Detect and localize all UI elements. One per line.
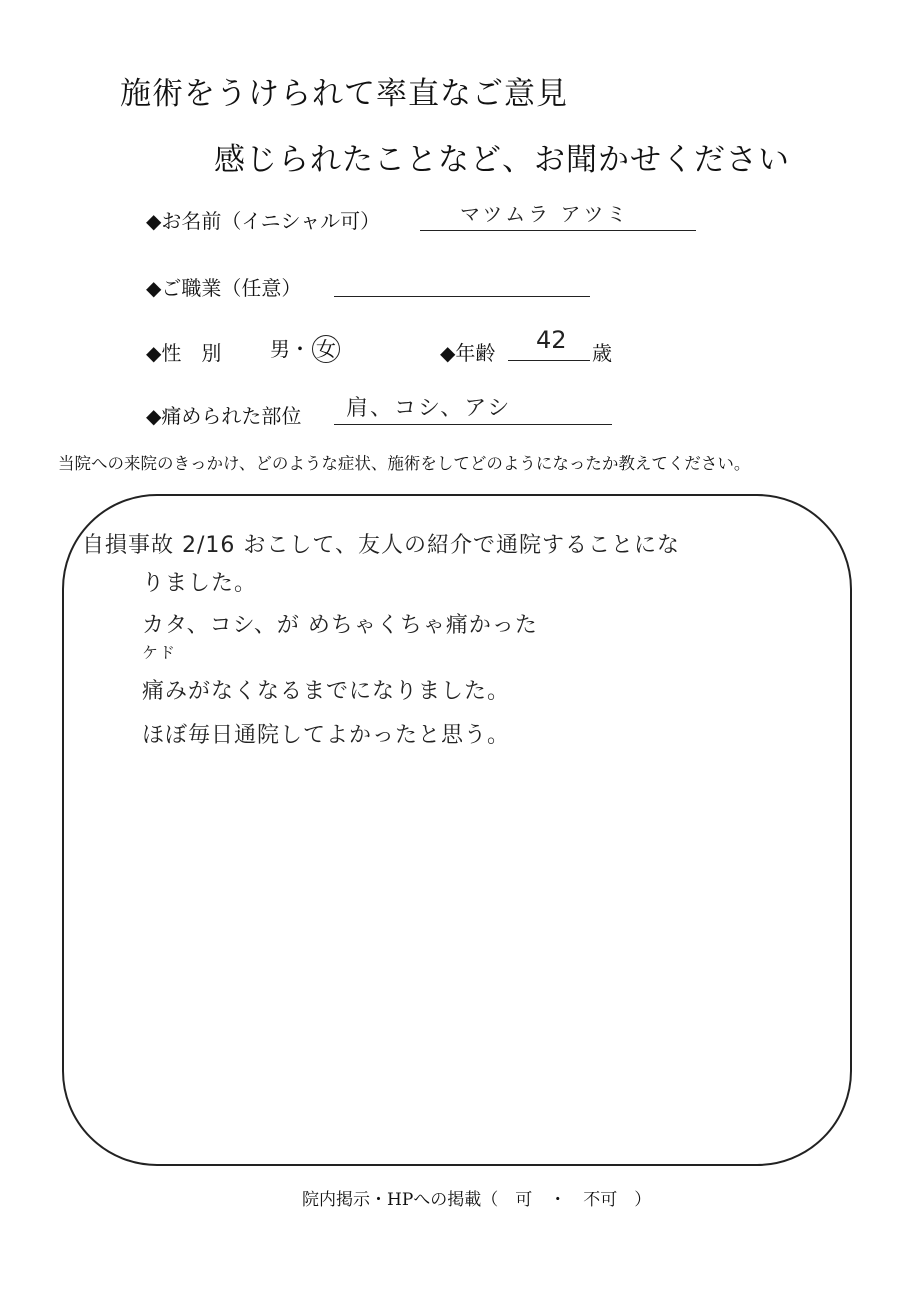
- comment-line-3: カタ、コシ、が めちゃくちゃ痛かった: [142, 613, 538, 638]
- gender-female-option-circled: 女: [312, 335, 340, 363]
- name-value: マツムラ アツミ: [460, 202, 630, 226]
- comment-line-2: りました。: [142, 571, 258, 596]
- gender-options: [270, 333, 340, 363]
- age-underline: [508, 360, 590, 361]
- age-unit: 歳: [592, 341, 612, 365]
- job-underline: [334, 296, 590, 297]
- comment-line-6: ほぼ毎日通院してよかったと思う。: [142, 723, 511, 748]
- title-line-2: 感じられたことなど、お聞かせください: [214, 142, 790, 178]
- gender-label: ◆性 別: [146, 341, 222, 365]
- area-value: 肩、コシ、アシ: [346, 396, 512, 421]
- name-underline: [420, 230, 696, 231]
- gender-separator: ・: [290, 337, 310, 361]
- instruction-text: 当院への来院のきっかけ、どのような症状、施術をしてどのようになったか教えてください。: [58, 454, 751, 473]
- gender-male-option: 男: [270, 337, 290, 361]
- name-label: ◆お名前（イニシャル可）: [146, 209, 381, 233]
- comment-line-1: 自損事故 2/16 おこして、友人の紹介で通院することにな: [82, 533, 680, 558]
- area-label: ◆痛められた部位: [146, 404, 302, 428]
- title-line-1: 施術をうけられて率直なご意見: [120, 76, 568, 112]
- comment-line-4: ケド: [142, 643, 177, 662]
- age-label: ◆年齢: [440, 341, 496, 365]
- age-value: 42: [536, 326, 567, 354]
- area-underline: [334, 424, 612, 425]
- comment-line-5: 痛みがなくなるまでになりました。: [142, 679, 511, 704]
- job-label: ◆ご職業（任意）: [146, 276, 302, 300]
- publication-consent: 院内掲示・HPへの掲載（ 可 ・ 不可 ）: [302, 1190, 652, 1210]
